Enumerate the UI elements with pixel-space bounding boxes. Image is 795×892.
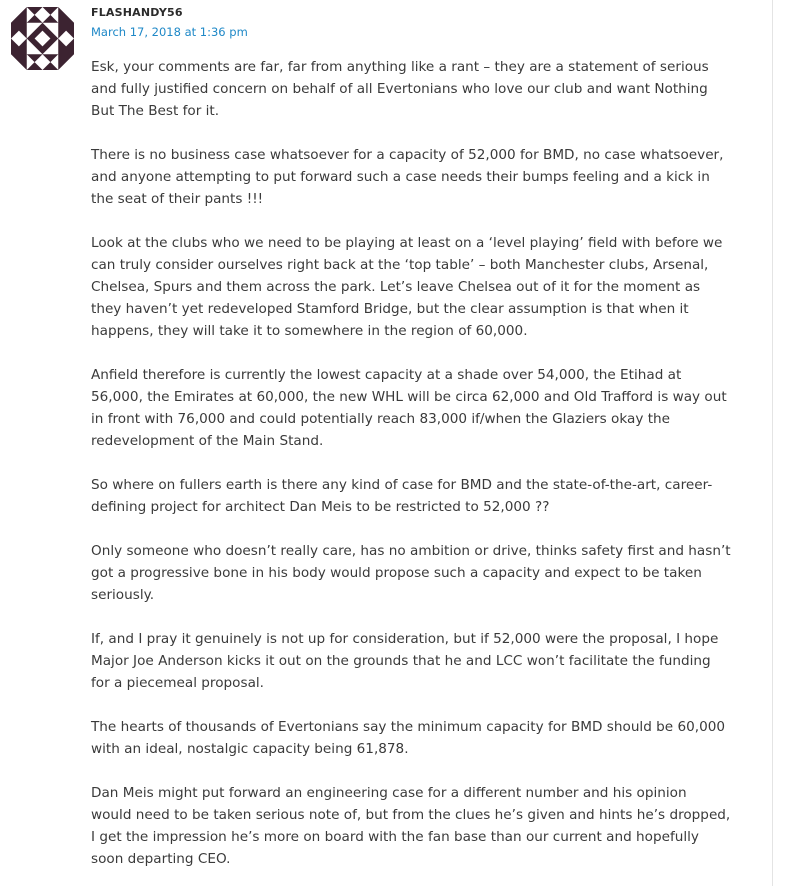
comment-paragraph: Dan Meis might put forward an engineering case for a different number and his opinion would need to be taken serious note of, but from the clues he’s given and hints he’s dropped, I get the impression he’s more on board with the fan base than our current and hopefully soon departing CEO. [91, 785, 731, 867]
comment-paragraph: Esk, your comments are far, far from anything like a rant – they are a statement of serious and fully justified concern on behalf of all Evertonians who love our club and want Nothing But The Best for it. [91, 59, 709, 119]
avatar [11, 7, 74, 70]
comment-paragraph: If, and I pray it genuinely is not up for consideration, but if 52,000 were the proposal, I hope Major Joe Anderson kicks it out on the grounds that he and LCC won’t facilitate the funding for a piecemeal proposal. [91, 631, 719, 691]
comment-author: FLASHANDY56 [91, 6, 183, 19]
comment-paragraph: There is no business case whatsoever for a capacity of 52,000 for BMD, no case whatsoever, and anyone attempting to put forward such a case needs their bumps feeling and a kick in the seat of their pants !!! [91, 147, 724, 207]
comment-paragraph: Only someone who doesn’t really care, has no ambition or drive, thinks safety first and hasn’t got a progressive bone in his body would propose such a capacity and expect to be taken seriously. [91, 543, 731, 603]
comment-permalink-date[interactable]: March 17, 2018 at 1:36 pm [91, 25, 248, 39]
comment-paragraph: The hearts of thousands of Evertonians say the minimum capacity for BMD should be 60,000 with an ideal, nostalgic capacity being 61,878. [91, 719, 726, 757]
comment-paragraph: So where on fullers earth is there any kind of case for BMD and the state-of-the-art, career-defining project for architect Dan Meis to be restricted to 52,000 ?? [91, 477, 713, 515]
comment-paragraph: Anfield therefore is currently the lowest capacity at a shade over 54,000, the Etihad at 56,000, the Emirates at 60,000, the new WHL will be circa 62,000 and Old Trafford is way out in front with 76,000 and could potentially reach 83,000 if/when the Glaziers okay the redevelopment of the Main Stand. [91, 367, 727, 449]
comment-body [91, 56, 731, 892]
sidebar-divider [772, 0, 773, 886]
comment-paragraph: Look at the clubs who we need to be playing at least on a ‘level playing’ field with before we can truly consider ourselves right back at the ‘top table’ – both Manchester clubs, Arsenal, Chelsea, Spurs and them across the park. Let’s leave Chelsea out of it for the moment as they haven’t yet redeveloped Stamford Bridge, but the clear assumption is that when it happens, they will take it to somewhere in the region of 60,000. [91, 235, 723, 339]
avatar-identicon [11, 7, 74, 70]
